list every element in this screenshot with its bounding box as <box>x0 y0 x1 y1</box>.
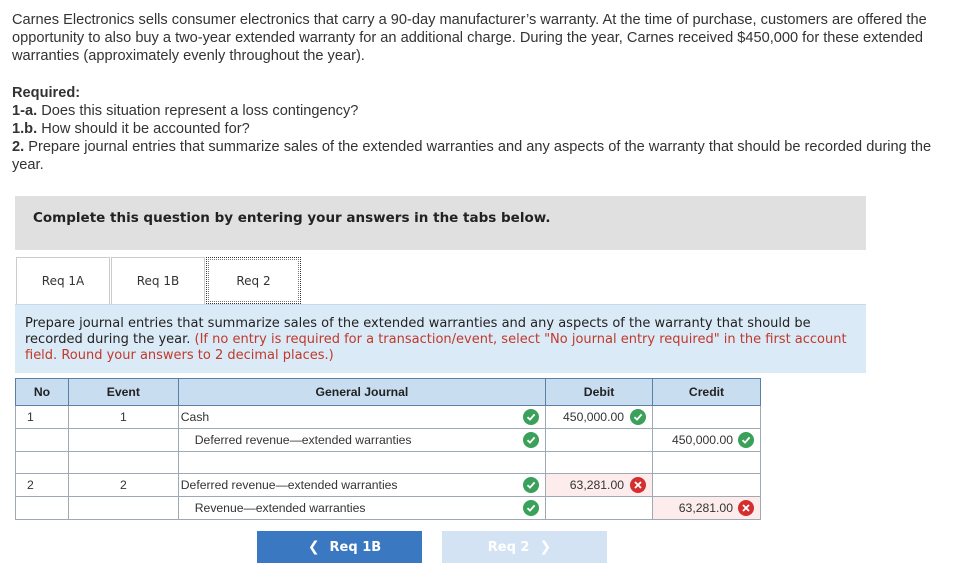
table-row <box>16 429 761 452</box>
table-row <box>16 406 761 429</box>
debit-cell[interactable] <box>546 452 653 474</box>
journal-table <box>15 378 761 520</box>
instruction-panel <box>15 305 866 373</box>
row-event: 2 <box>68 474 178 497</box>
check-icon <box>523 477 539 493</box>
row-no <box>16 429 69 452</box>
complete-prompt-box <box>15 196 866 250</box>
tab-req-2[interactable]: Req 2 <box>206 257 301 304</box>
required-section <box>12 84 957 174</box>
debit-cell[interactable] <box>546 406 653 429</box>
debit-cell[interactable] <box>546 429 653 452</box>
row-event <box>68 429 178 452</box>
row-event <box>68 497 178 520</box>
credit-value: 450,000.00 <box>672 433 733 447</box>
account-name: Cash <box>180 410 210 424</box>
account-cell[interactable] <box>178 452 545 474</box>
account-cell[interactable] <box>178 429 545 452</box>
instruction-text: Prepare journal entries that summarize sales of the extended warranties and any aspects of the warranty that should be recorded during the year. <box>25 316 811 347</box>
tab-req-1b[interactable]: Req 1B <box>111 257 205 304</box>
prev-req-label: Req 1B <box>329 539 382 555</box>
check-icon <box>523 500 539 516</box>
q2-text: Prepare journal entries that summarize sales of the extended warranties and any aspects of the warranty that should be recorded during the year. <box>12 139 932 173</box>
header-debit: Debit <box>546 379 653 406</box>
account-name: Deferred revenue—extended warranties <box>194 433 412 447</box>
x-icon <box>738 500 754 516</box>
credit-cell[interactable] <box>653 429 761 452</box>
credit-cell[interactable] <box>653 406 761 429</box>
account-cell[interactable] <box>178 497 545 520</box>
account-cell[interactable] <box>178 474 545 497</box>
row-event <box>68 452 178 474</box>
header-event: Event <box>68 379 178 406</box>
x-icon <box>630 477 646 493</box>
table-row <box>16 474 761 497</box>
instruction-note: (If no entry is required for a transaction/event, select "No journal entry required" in the first account field. Round your answers to 2 decimal places.) <box>25 332 847 363</box>
account-name: Deferred revenue—extended warranties <box>180 478 398 492</box>
next-req-label: Req 2 <box>487 539 530 555</box>
table-row <box>16 497 761 520</box>
journal-header-row <box>16 379 761 406</box>
tab-req-1a[interactable]: Req 1A <box>16 257 110 304</box>
credit-value: 63,281.00 <box>678 501 733 515</box>
complete-prompt: Complete this question by entering your answers in the tabs below. <box>33 210 551 226</box>
debit-cell[interactable] <box>546 497 653 520</box>
debit-value: 63,281.00 <box>569 478 625 492</box>
problem-intro: Carnes Electronics sells consumer electronics that carry a 90-day manufacturer’s warranty. At the time of purchase, customers are offered the opportunity to also buy a two-year extended warranty for an additional charge. During the year, Carnes received $450,000 for these extended warranties (approximately evenly throughout the year). <box>12 12 927 64</box>
header-general-journal: General Journal <box>178 379 545 406</box>
debit-value: 450,000.00 <box>563 410 625 424</box>
account-cell[interactable] <box>178 406 545 429</box>
header-credit: Credit <box>653 379 761 406</box>
check-icon <box>630 409 646 425</box>
row-no: 2 <box>16 474 69 497</box>
row-event: 1 <box>68 406 178 429</box>
q1a-text: Does this situation represent a loss contingency? <box>37 103 359 119</box>
next-req-button[interactable] <box>442 531 607 563</box>
row-no <box>16 452 69 474</box>
credit-cell[interactable] <box>653 474 761 497</box>
q1b-text: How should it be accounted for? <box>37 121 250 137</box>
credit-cell[interactable] <box>653 497 761 520</box>
row-no <box>16 497 69 520</box>
check-icon <box>523 409 539 425</box>
debit-cell[interactable] <box>546 474 653 497</box>
q2-label: 2. <box>12 139 25 155</box>
header-no: No <box>16 379 69 406</box>
prev-req-button[interactable] <box>257 531 422 563</box>
chevron-left-icon: ❮ <box>307 539 320 555</box>
q1a-label: 1-a. <box>12 103 38 119</box>
check-icon <box>523 432 539 448</box>
q1b-label: 1.b. <box>12 121 38 137</box>
check-icon <box>738 432 754 448</box>
chevron-right-icon: ❯ <box>539 539 552 555</box>
credit-cell[interactable] <box>653 452 761 474</box>
required-heading: Required: <box>12 85 81 101</box>
account-name: Revenue—extended warranties <box>194 501 366 515</box>
row-no: 1 <box>16 406 69 429</box>
table-row <box>16 452 761 474</box>
